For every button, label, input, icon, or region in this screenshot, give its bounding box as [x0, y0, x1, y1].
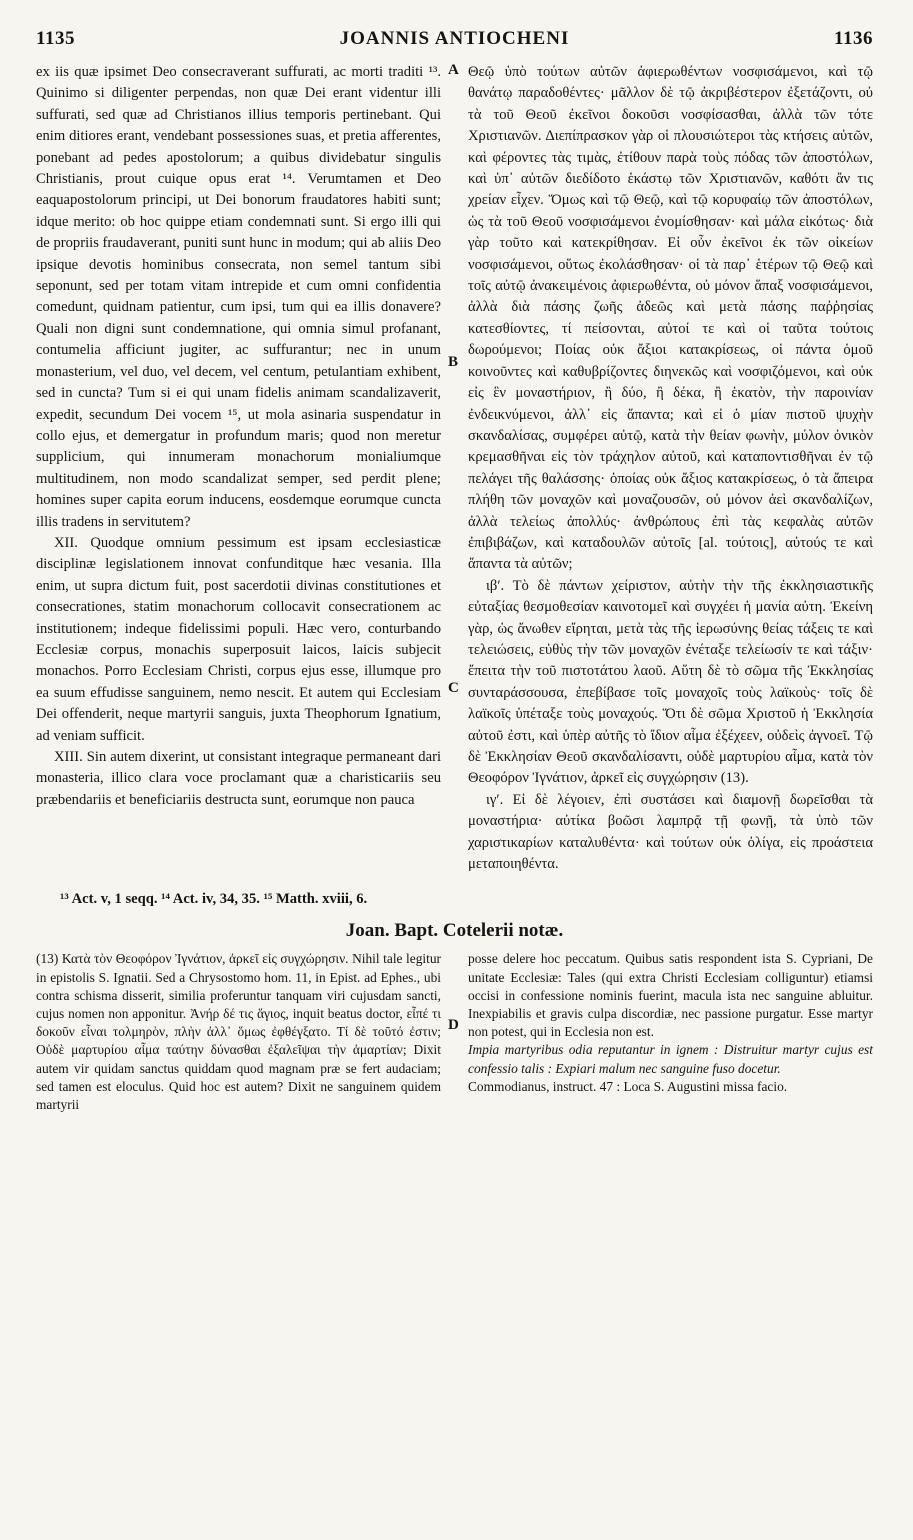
- running-head: [36, 28, 873, 56]
- footnote-references: ¹³ Act. v, 1 seqq. ¹⁴ Act. iv, 34, 35. ¹⁵ Matth. xviii, 6.: [60, 891, 368, 908]
- greek-paragraph: Θεῷ ὑπὸ τούτων αὐτῶν ἀφιερωθέντων νοσφισάμενοι, καὶ τῷ θανάτῳ παραδοθέντες· μᾶλλον δὲ τῷ ἀκριβέστερον ἐξετάζοντι, οὐ τὰ τοῦ Θεοῦ ἐκεῖνοι δοκοῦσι νοσφίσασθαι, ἀλλὰ τῶν τότε Χριστιανῶν. Διεπίπρασκον γὰρ οἱ πλουσιώτεροι τὰς κτήσεις αὐτῶν, καὶ φέροντες τὰς τιμὰς, ἐτίθουν παρὰ τοὺς πόδας τῶν ἀποστόλων, καὶ ὑπ᾽ αὐτῶν διεδίδοτο ἑκάστῳ τῶν Χριστιανῶν, καθότι ἄν τις χρείαν εἶχεν. Ὅμως καὶ τῷ Θεῷ, καὶ τῷ κορυφαίῳ τῶν ἀποστόλων, ὡς τὰ τοῦ Θεοῦ νοσφισάμενοι ἐνομίσθησαν· καὶ μάλα εἰκότως· διὰ γὰρ τοῦτο καὶ κατεκρίθησαν. Εἰ οὖν ἐκεῖνοι ἐκ τῶν οἰκείων νοσφισάμενοι, οὕτως ἐκολάσθησαν· οἱ τὰ παρ᾽ ἑτέρων τῷ Θεῷ καὶ τοῖς αὐτῷ ἀνακειμένοις ἀφιερωθέντα, οὐ μόνον ἅπαξ νοσφισάμενοι, ἀλλὰ διὰ πάσης ζωῆς ἀδεῶς καὶ μετὰ πάσης παῤῥησίας κατεσθίοντες, τί πείσονται, αὐτοί τε καὶ οἱ ταῦτα τούτοις δωρούμενοι; Ποίας οὐκ ἄξιοι κατακρίσεως, οἱ πάντα ὁμοῦ κοινοῦντες καὶ καθυβρίζοντες διηνεκῶς καὶ νοσφιζόμενοι, καὶ οὐκ εἰς ἓν μοναστήριον, ἢ δύο, ἢ δέκα, ἢ ἑκατὸν, τὴν παροινίαν ἐνδεικνύμενοι, ἀλλ᾽ εἰς ἅπαντα; καὶ εἰ ὁ μίαν πιστοῦ ψυχὴν σκανδαλίσας, συμφέρει αὐτῷ, κατὰ τὴν θείαν φωνὴν, μύλον ὀνικὸν κρεμασθῆναι εἰς τὸν τράχηλον αὐτοῦ, καὶ καταποντισθῆναι ἐν τῷ πελάγει τῆς θαλάσσης· ὁποίας οὐκ ἄξιος κατακρίσεως, ὁ τὰ ἄπειρα πλήθη τῶν μοναχῶν καὶ μοναζουσῶν, οὐ μόνον ἀεὶ σκανδαλίζων, ἀλλὰ τελείως ἀπολλύς· ἀνθρώπους ἐπὶ τὰς κεφαλὰς αὐτῶν ἐπιβιβάζων, καὶ καταδουλῶν αὐτοῖς [al. τούτοις], αὐτούς τε καὶ ἅπαντα τὰ αὐτῶν;: [468, 64, 873, 573]
- running-title: JOANNIS ANTIOCHENI: [339, 28, 570, 49]
- note-citation: Commodianus, instruct. 47 : Loca S. Augustini missa facio.: [468, 1078, 788, 1094]
- latin-paragraph: XIII. Sin autem dixerint, ut consistant integraque permaneant dari monasteria, illico clara voce proclamant quæ a charisticariis seu præbendariis et beneficiariis destructa sunt, eorumque non pauca: [36, 749, 441, 808]
- notes-title: Joan. Bapt. Cotelerii notæ.: [345, 920, 564, 942]
- greek-paragraph: ιγʹ. Εἰ δὲ λέγοιεν, ἐπὶ συστάσει καὶ διαμονῇ δωρεῖσθαι τὰ μοναστήρια· αὐτίκα βοῶσι λαμπρᾷ τῇ φωνῇ, τὰ ὑπὸ τῶν χαριστικαρίων καταλυθέντα· καὶ τούτων οὐκ ὀλίγα, εἰς προάστεια μεταποιηθέντα.: [468, 791, 873, 873]
- left-page-number: 1135: [36, 28, 75, 49]
- marker-a: A: [448, 62, 459, 78]
- marker-c: C: [448, 680, 459, 696]
- latin-paragraph: ex iis quæ ipsimet Deo consecraverant suffurati, ac morti traditi ¹³. Quinimo si diligenter perpendas, non quæ Dei erant videntur illi suffurati, sed quæ ad Christianos illius temporis pertinebant. Qui enim ditiores erant, vendebant possessiones suas, et pretia afferentes, ponebant ad pedes apostolorum; a quibus dividebatur singulis Christianis, prout cuique opus erat ¹⁴. Verumtamen et Deo eaquapostolorum principi, ut Dei bonorum fraudatores habiti sunt; idque merito: ob hoc quippe etiam condemnati sunt. Si ergo illi qui de propriis fraudaverant, puniti sunt hunc in modum; qui ab aliis Deo ipsique devotis hominibus consecrata, non semel tantum sibi seponunt, sed per totam vitam intrepide et cum omni confidentia comedunt, quidnam patientur, cum ipsi, tum qui ea illis donavere? Quali non digni sunt condemnatione, qui omnia simul profanant, contumelia afficiunt jugiter, ac suffurantur; nec in unum monasterium, vel duo, vel decem, vel centum, petulantiam exhibent, sed in cuncta? Tum si ei qui unam fidelis animam scandalizaverit, expedit, secundum Dei vocem ¹⁵, ut mola asinaria suspendatur in collo ejus, et demergatur in profundum maris; quod non meretur supplicium, qui innumeram monachorum monialiumque multitudinem, non modo scandalizat semper, sed perdit plene; homines super capita eorum inducens, eosdemque eorumque cuncta illis tradens in servitutem?: [36, 64, 441, 530]
- notes-right-column: [468, 950, 873, 1114]
- marker-d: D: [448, 1017, 459, 1033]
- marker-b: B: [448, 354, 459, 370]
- greek-column: [468, 62, 873, 875]
- latin-column: [36, 62, 441, 875]
- note-continuation: posse delere hoc peccatum. Quibus satis respondent ista S. Cypriani, De unitate Ecclesiæ: Tales (qui extra Christi Ecclesiam colliguntur) etiamsi occisi in confessione nominis fuerint, macula ista nec sanguine abluitur. Inexpiabilis et gravis culpa discordiæ, nec passione purgatur. Esse martyr non potest, qui in Ecclesia non est.: [468, 951, 873, 1040]
- note-verse: Impia martyribus odia reputantur in ignem : Distruitur martyr cujus est confessio talis : Expiari malum nec sanguine fuso docetur.: [468, 1042, 873, 1076]
- greek-paragraph: ιβʹ. Τὸ δὲ πάντων χείριστον, αὐτὴν τὴν τῆς ἐκκλησιαστικῆς εὐταξίας θεσμοθεσίαν καινοτομεῖ καὶ συγχέει ἡ μανία αὐτη. Ἐκείνη γὰρ, ὡς ἄνωθεν εἴρηται, μετὰ τὰς τῆς ἱερωσύνης θείας τάξεις τε καὶ τελειώσεις, εὐθὺς τὴν τῶν μοναχῶν ἐνέταξε τελείωσίν τε καὶ τάξιν· ἔπειτα τὴν τοῦ πιστοτάτου λαοῦ. Αὕτη δὲ τὸ σῶμα τῆς Ἐκκλησίας συνταράσσουσα, ἐπεβίβασε τοῖς μοναχοῖς τοὺς λαϊκοὺς· τοῖς δὲ λαϊκοῖς ὑπέταξε τοὺς μοναχούς. Ὅτι δὲ σῶμα Χριστοῦ ἡ Ἐκκλησία αὐτοῦ ἐστι, καὶ ὑπὲρ αὐτῆς τὸ ἴδιον αἷμα ἐξέχεεν, οὐδεὶς ἀγνοεῖ. Τῷ δὲ Ἐκκλησίαν Θεοῦ σκανδαλίσαντι, οὐδὲ μαρτυρίου αἷμα, κατὰ τὸν Θεοφόρον Ἰγνάτιον, ἀρκεῖ εἰς συγχώρησιν (13).: [468, 577, 873, 787]
- latin-paragraph: XII. Quodque omnium pessimum est ipsam ecclesiasticæ disciplinæ legislationem innovat confunditque hæc vesania. Illa enim, ut supra dictum fuit, post sacerdotii divinas constitutiones et consecrationes, statim monachorum collocavit consecrationem ac institutionem; indeque fidelissimi populi. Hæc vero, conturbando Ecclesiæ corpus, monachis superposuit laicos, laicis subjecit monachos. Porro Ecclesiam Christi, corpus ejus esse, illumque pro ea suum effudisse sanguinem, nemo nescit. Et autem qui Ecclesiam Dei offenderit, neque martyrii sanguis, juxta Theophorum Ignatium, ad veniam sufficit.: [36, 534, 441, 744]
- body-columns: [36, 62, 873, 875]
- right-page-number: 1136: [834, 28, 873, 49]
- note-13: (13) Κατὰ τὸν Θεοφόρον Ἰγνάτιον, ἀρκεῖ εἰς συγχώρησιν. Nihil tale legitur in epistolis S. Ignatii. Sed a Chrysostomo hom. 11, in Epist. ad Ephes., ubi contra schisma disserit, similia proferuntur tanquam viri cujusdam sancti, cujus nomen non apponitur. Ἀνήρ δέ τις ἅγιος, inquit beatus doctor, εἶπέ τι δοκοῦν εἶναι τολμηρὸν, πλὴν ἀλλ᾽ ὅμως ἐφθέγξατο. Τί δὲ τοῦτό ἐστιν; Οὐδὲ μαρτυρίου αἷμα ταύτην δύνασθαι ἐξαλεῖψαι τὴν ἁμαρτίαν; Dixit autem vir quidam sanctus quiddam quod magnam præ se fert audaciam; sed tamen est eloculus. Quid hoc est autem? Dixit ne sanguinem quidem martyrii: [36, 951, 441, 1113]
- notes-left-column: [36, 950, 441, 1114]
